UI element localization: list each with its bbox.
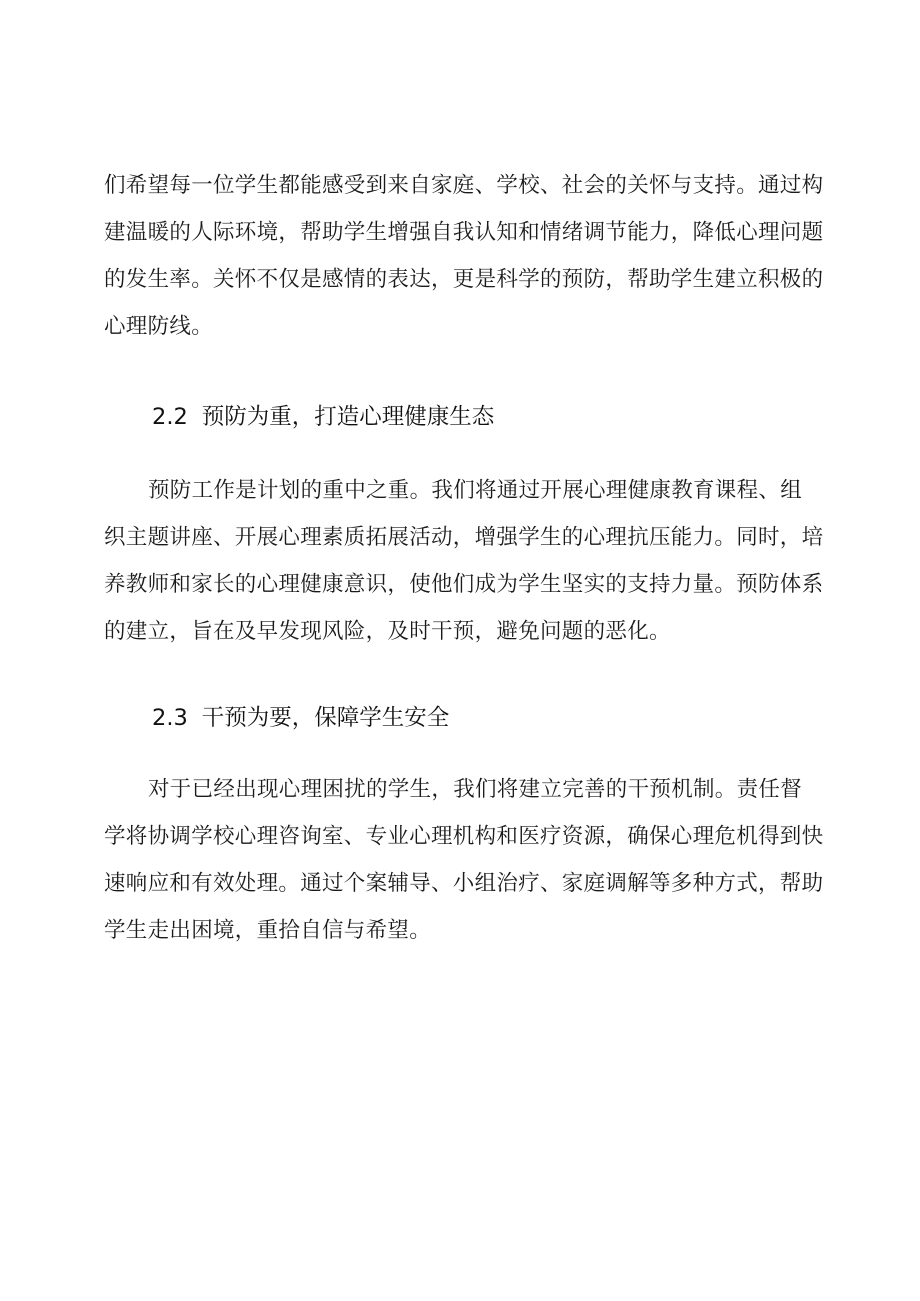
continued-paragraph: [104, 162, 824, 350]
paragraph-line: 建温暖的人际环境，帮助学生增强自我认知和情绪调节能力，降低心理问题: [104, 220, 824, 245]
paragraph-line: 养教师和家长的心理健康意识，使他们成为学生坚实的支持力量。预防体系: [104, 572, 824, 597]
paragraph-line: 速响应和有效处理。通过个案辅导、小组治疗、家庭调解等多种方式，帮助: [104, 871, 824, 896]
section-number: 2.3: [152, 705, 188, 731]
paragraph-line: 的建立，旨在及早发现风险，及时干预，避免问题的恶化。: [104, 619, 671, 644]
section-number: 2.2: [152, 404, 188, 430]
section-2-3-paragraph: [104, 766, 824, 954]
section-2-2-paragraph: [104, 467, 824, 655]
paragraph-line: 的发生率。关怀不仅是感情的表达，更是科学的预防，帮助学生建立积极的: [104, 267, 824, 292]
section-title: 干预为要，保障学生安全: [201, 705, 450, 731]
paragraph-line: 对于已经出现心理困扰的学生，我们将建立完善的干预机制。责任督: [148, 777, 803, 802]
paragraph-line: 预防工作是计划的重中之重。我们将通过开展心理健康教育课程、组: [148, 478, 803, 503]
section-title: 预防为重，打造心理健康生态: [201, 404, 495, 430]
section-heading-2-3: [152, 703, 449, 733]
paragraph-line: 心理防线。: [104, 314, 214, 339]
section-heading-2-2: [152, 402, 494, 432]
paragraph-line: 学将协调学校心理咨询室、专业心理机构和医疗资源，确保心理危机得到快: [104, 824, 824, 849]
paragraph-line: 们希望每一位学生都能感受到来自家庭、学校、社会的关怀与支持。通过构: [104, 173, 824, 198]
paragraph-line: 学生走出困境，重拾自信与希望。: [104, 918, 432, 943]
paragraph-line: 织主题讲座、开展心理素质拓展活动，增强学生的心理抗压能力。同时，培: [104, 525, 824, 550]
